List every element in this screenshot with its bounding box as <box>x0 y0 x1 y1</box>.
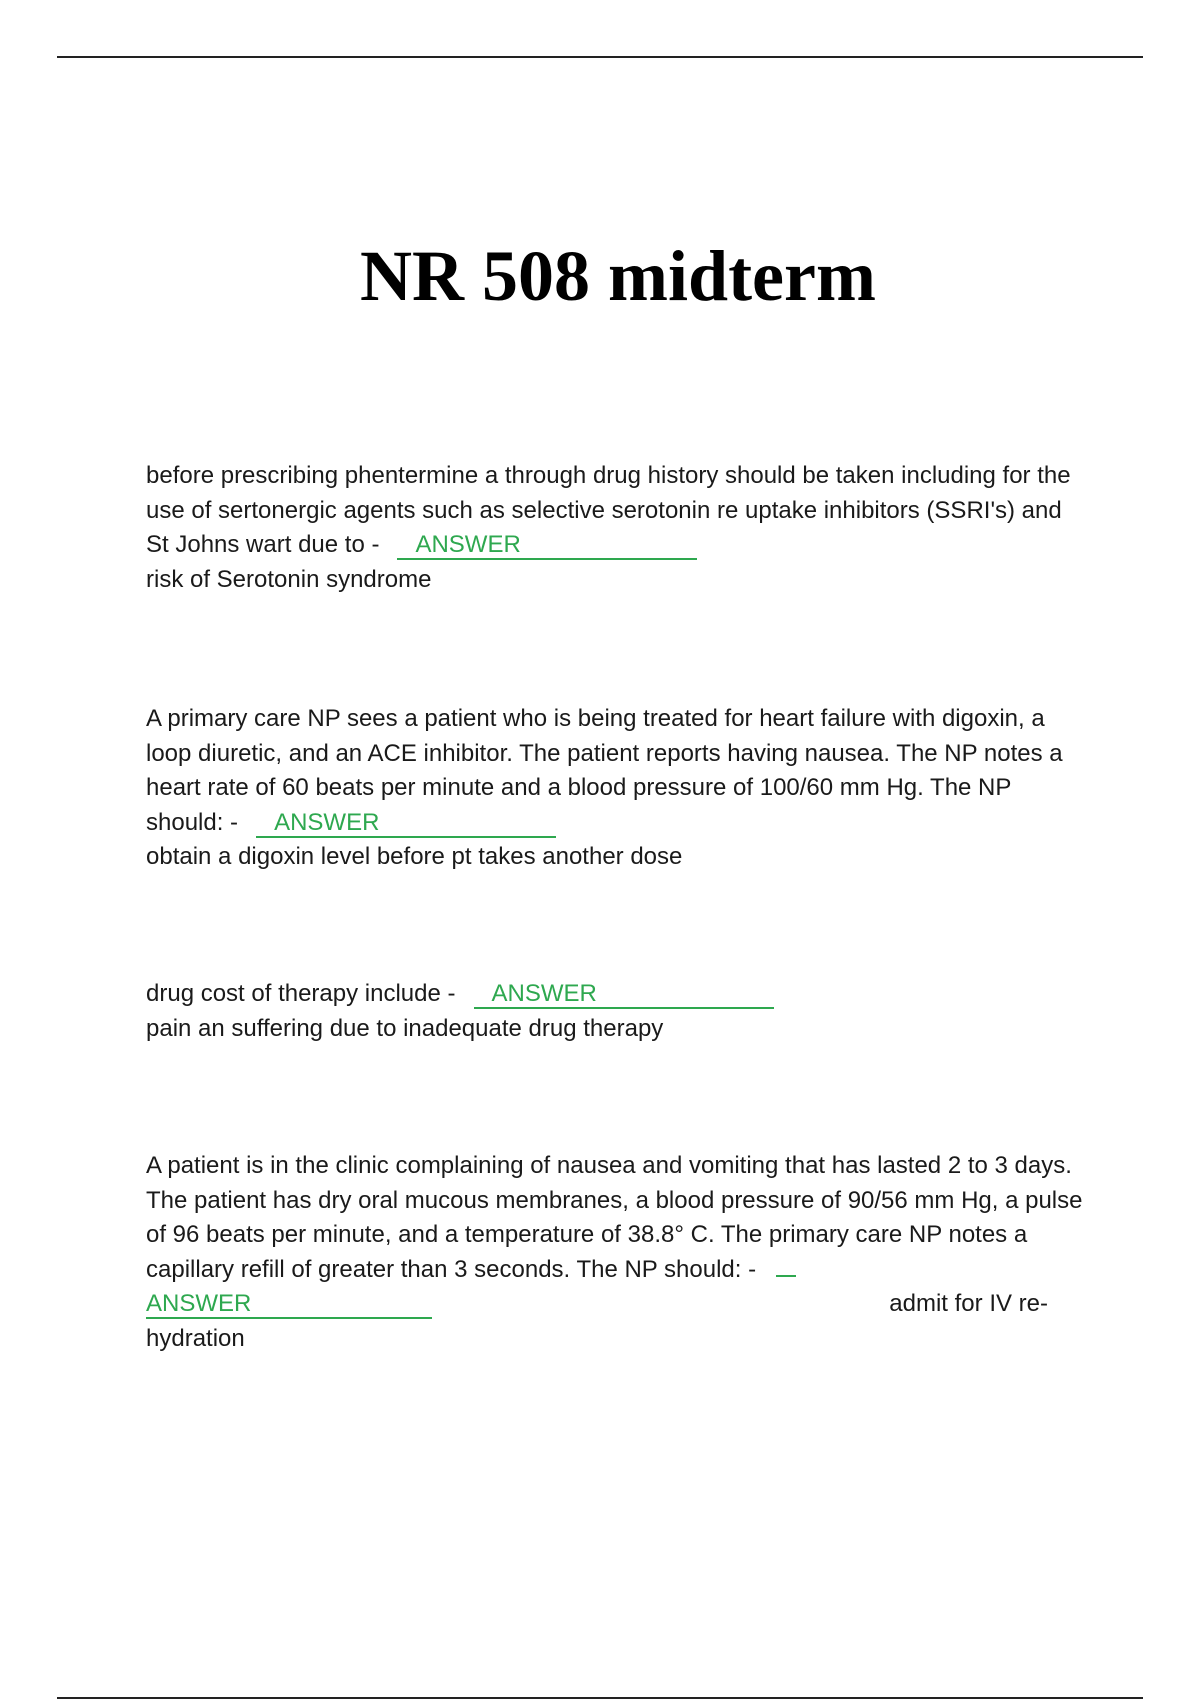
answer-text: risk of Serotonin syndrome <box>146 565 432 593</box>
question-text: A patient is in the clinic complaining of nausea and vomiting that has lasted 2 to 3 days. The patient has dry oral mucous membranes, a blood pressure of 90/56 mm Hg, a pulse of 96 beats per minute, and a temperature of 38.8° C. The primary care NP notes a capillary refill of greater than 3 seconds. The NP should: - <box>146 1152 1083 1283</box>
answer-marker: ANSWER <box>397 532 697 560</box>
answer-marker: ANSWER <box>146 1291 432 1319</box>
qa-item <box>146 459 1086 597</box>
question-text: before prescribing phentermine a through drug history should be taken including for the use of sertonergic agents such as selective serotonin re uptake inhibitors (SSRI's) and St Johns wart due to - <box>146 462 1071 558</box>
answer-marker: ANSWER <box>474 981 774 1009</box>
answer-underline <box>776 1255 796 1277</box>
qa-item <box>146 977 1086 1046</box>
bottom-rule <box>57 1697 1143 1699</box>
document-title: NR 508 midterm <box>360 236 876 316</box>
question-text: drug cost of therapy include - <box>146 980 456 1007</box>
answer-text-continued: hydration <box>146 1324 245 1352</box>
answer-row <box>146 1287 1086 1322</box>
answer-text: admit for IV re- <box>889 1290 1048 1317</box>
answer-text: obtain a digoxin level before pt takes another dose <box>146 843 683 870</box>
answer-marker: ANSWER <box>256 810 556 838</box>
top-rule <box>57 56 1143 58</box>
qa-item <box>146 702 1086 875</box>
answer-text: pain an suffering due to inadequate drug therapy <box>146 1014 664 1042</box>
qa-item <box>146 1149 1086 1356</box>
question-text: A primary care NP sees a patient who is being treated for heart failure with digoxin, a loop diuretic, and an ACE inhibitor. The patient reports having nausea. The NP notes a heart rate of 60 beats per minute and a blood pressure of 100/60 mm Hg. The NP should: - <box>146 705 1063 836</box>
